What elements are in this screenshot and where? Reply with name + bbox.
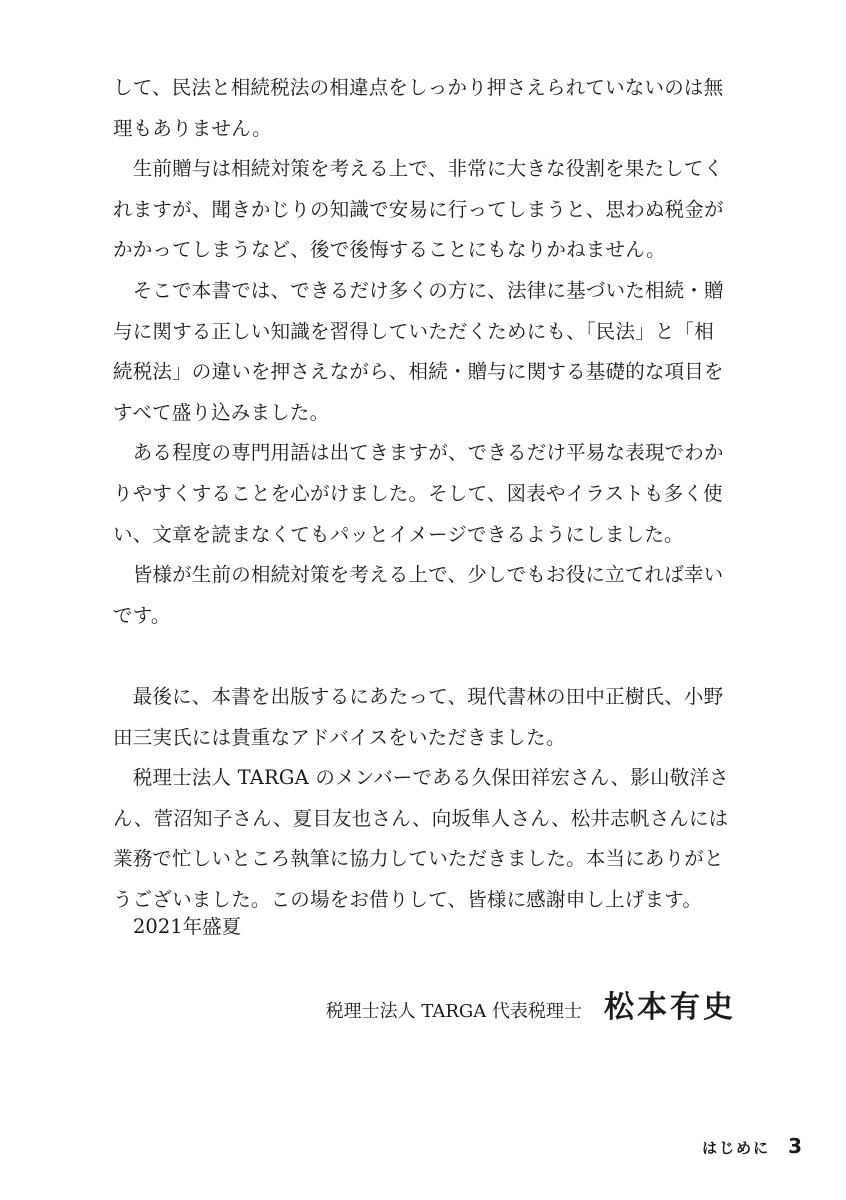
text-line-content: そこで本書では、できるだけ多くの方に、法律に基づいた相続・贈 [132,278,724,302]
text-line [113,271,753,312]
text-line-content: 生前贈与は相続対策を考える上で、非常に大きな役割を果たしてく [132,157,724,181]
date: 2021年盛夏 [133,915,242,938]
text-line [113,149,753,190]
text-line: 田三実氏には貴重なアドバイスをいただきました。 [113,725,566,749]
text-line [113,433,753,474]
text-line: です。 [113,603,171,627]
text-line: りやすくすることを心がけました。そして、図表やイラストも多く使 [113,481,723,505]
text-line-content: 税理士法人 TARGA のメンバーである久保田祥宏さん、影山敬洋さ [132,766,729,790]
signature-name: 松本有史 [604,990,736,1025]
indent [113,157,133,180]
text-line [113,758,753,799]
text-line: ん、菅沼知子さん、夏目友也さん、向坂隼人さん、松井志帆さんには [113,806,729,830]
indent [113,279,133,302]
text-line: うございました。この場をお借りして、皆様に感謝申し上げます。 [113,887,703,911]
text-line: かかってしまうなど、後で後悔することにもなりかねません。 [113,238,666,262]
text-line-content: 皆様が生前の相続対策を考える上で、少しでもお役に立てれば幸い [132,563,724,587]
signature-block [326,982,736,1026]
text-line: 業務で忙しいところ執筆に協力していただきました。本当にありがと [113,847,724,871]
text-line: い、文章を読まなくてもパッとイメージできるようにしました。 [113,522,684,546]
signature-title: 税理士法人 TARGA 代表税理士 [325,1001,582,1022]
indent [113,766,133,789]
text-line-content: ある程度の専門用語は出てきますが、できるだけ平易な表現でわか [132,441,724,465]
text-line [113,555,753,596]
indent [113,685,133,708]
text-line: れますが、聞きかじりの知識で安易に行ってしまうと、思わぬ税金が [113,197,724,221]
indent [113,441,133,464]
text-line-content: 最後に、本書を出版するにあたって、現代書林の田中正樹氏、小野 [132,684,724,708]
text-line [113,677,753,718]
text-line: 理もありません。 [113,116,272,140]
text-line: 続税法」の違いを押さえながら、相続・贈与に関する基礎的な項目を [113,360,724,384]
section-label: はじめに [702,1139,771,1157]
indent [113,563,133,586]
text-line: して、民法と相続税法の相違点をしっかり押さえられていないのは無 [113,76,724,99]
blank-line [113,636,753,677]
body-text [113,68,753,920]
page-footer [702,1134,802,1158]
page-number: 3 [788,1134,802,1158]
text-line: すべて盛り込みました。 [113,400,330,424]
text-line: 与に関する正しい知識を習得していただくためにも、「民法」と「相 [113,319,714,343]
